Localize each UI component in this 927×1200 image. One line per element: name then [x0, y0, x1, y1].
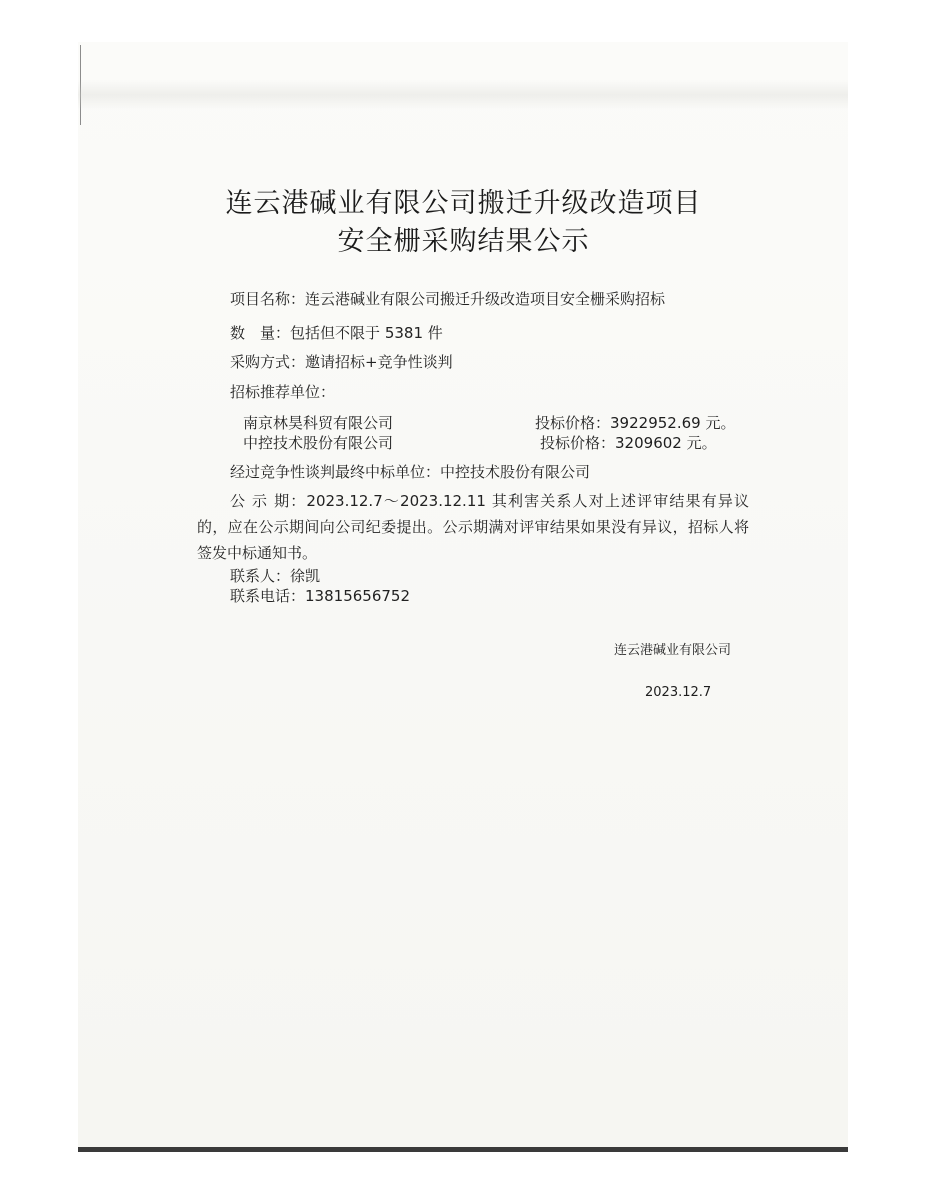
bidder-2-price-unit: 元。: [686, 434, 717, 452]
contact-phone: 13815656752: [305, 587, 410, 605]
contact-person: 徐凯: [290, 567, 321, 585]
bidder-1-price-unit: 元。: [705, 414, 736, 432]
quantity-prefix: 包括但不限于: [290, 324, 381, 342]
winner-label: 经过竞争性谈判最终中标单位：: [230, 463, 441, 481]
bidder-2-price: 3209602: [615, 434, 682, 452]
procurement-method-value: 邀请招标+竞争性谈判: [305, 353, 453, 371]
project-name-value: 连云港碱业有限公司搬迁升级改造项目安全栅采购招标: [305, 290, 666, 308]
contact-phone-label: 联系电话：: [230, 587, 306, 605]
quantity-label: 数 量：: [230, 324, 291, 342]
bidder-1-price-row: [535, 413, 735, 433]
document-title-line2: 安全栅采购结果公示: [337, 226, 590, 257]
procurement-method-row: [230, 352, 453, 372]
quantity-number: 5381: [384, 324, 423, 342]
recommended-bidders-label: 招标推荐单位：: [230, 383, 336, 401]
signature-company: 连云港碱业有限公司: [614, 643, 732, 658]
notice-paragraph: [197, 488, 749, 566]
quantity-row: [230, 323, 443, 343]
scan-edge-bottom: [78, 1147, 848, 1152]
notice-period: 2023.12.7～2023.12.11: [306, 492, 486, 510]
winner-row: [230, 462, 590, 482]
bidder-1-price: 3922952.69: [610, 414, 701, 432]
bidder-2-price-label: 投标价格：: [540, 434, 616, 452]
bidder-2-price-row: [540, 433, 717, 453]
winner-name: 中控技术股份有限公司: [440, 463, 591, 481]
quantity-unit: 件: [427, 324, 443, 342]
bidder-1-name: 南京林昊科贸有限公司: [243, 414, 394, 432]
document-title-line1: 连云港碱业有限公司搬迁升级改造项目: [225, 188, 702, 219]
contact-phone-row: [230, 586, 410, 606]
bidder-2-name: 中控技术股份有限公司: [243, 434, 394, 452]
procurement-method-label: 采购方式：: [230, 353, 306, 371]
scan-shadow-top: [78, 80, 848, 110]
notice-text: 其利害关系人对上述评审结果有异议的，应在公示期间向公司纪委提出。公示期满对评审结果如果没有异议，招标人将签发中标通知书。: [197, 492, 749, 562]
contact-person-row: [230, 566, 320, 586]
project-name-label: 项目名称：: [230, 290, 306, 308]
notice-period-label: 公 示 期：: [230, 492, 307, 510]
signature-date: 2023.12.7: [645, 685, 712, 700]
contact-person-label: 联系人：: [230, 567, 291, 585]
bidder-1-price-label: 投标价格：: [535, 414, 611, 432]
project-name-row: [230, 289, 665, 309]
